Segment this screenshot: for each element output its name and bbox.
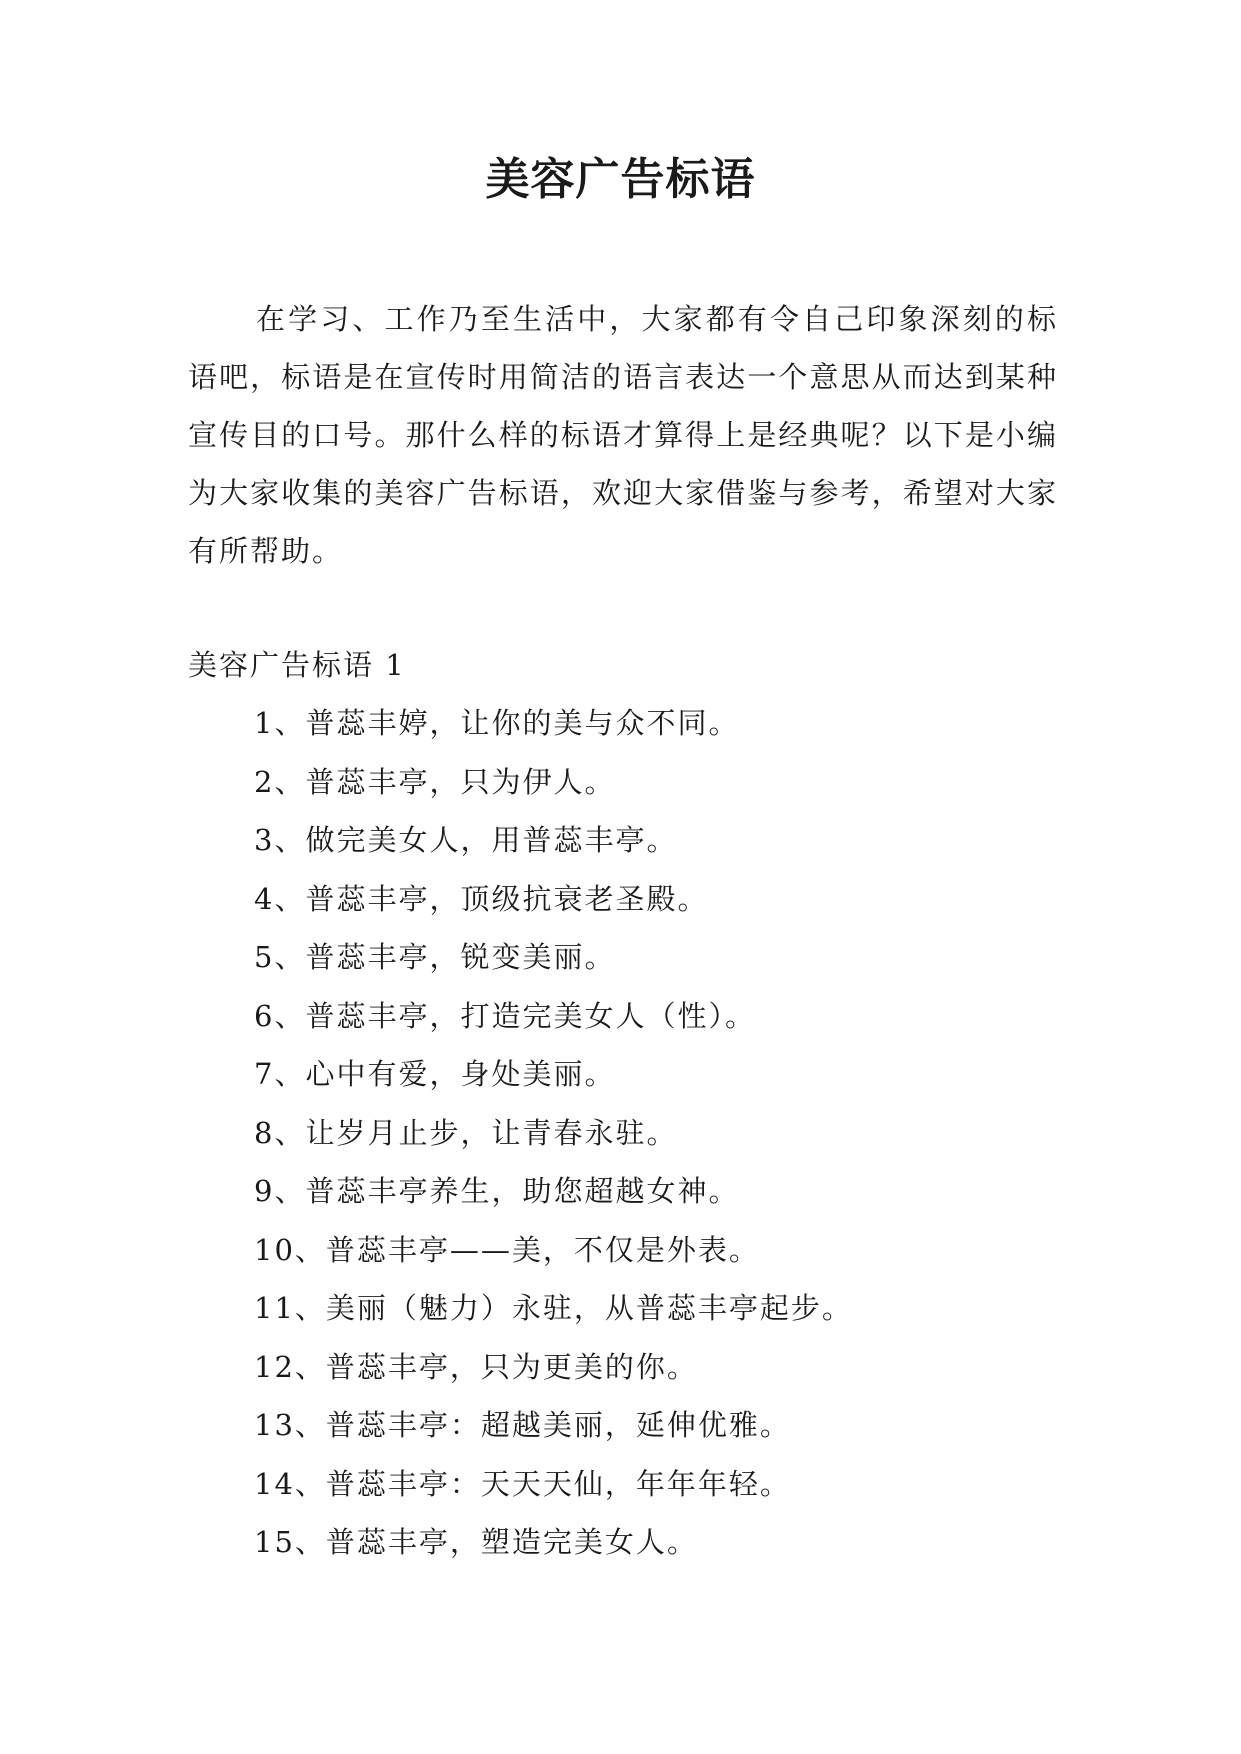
intro-paragraph: 在学习、工作乃至生活中，大家都有令自己印象深刻的标语吧，标语是在宣传时用简洁的语言表达一个意思从而达到某种宣传目的口号。那什么样的标语才算得上是经典呢？以下是小编为大家收集的美容广告标语，欢迎大家借鉴与参考，希望对大家有所帮助。 <box>188 302 1058 568</box>
slogan-item: 4、普蕊丰亭，顶级抗衰老圣殿。 <box>254 881 709 916</box>
slogan-list <box>254 694 853 1572</box>
slogan-item: 6、普蕊丰亭，打造完美女人（性）。 <box>254 998 756 1033</box>
slogan-item: 2、普蕊丰亭，只为伊人。 <box>254 764 616 799</box>
slogan-item: 13、普蕊丰亭：超越美丽，延伸优雅。 <box>254 1408 791 1442</box>
document-title: 美容广告标语 <box>485 154 756 205</box>
slogan-item: 3、做完美女人，用普蕊丰亭。 <box>254 823 678 857</box>
slogan-item: 7、心中有爱，身处美丽。 <box>254 1057 616 1091</box>
slogan-item: 5、普蕊丰亭，锐变美丽。 <box>254 940 616 974</box>
slogan-item: 14、普蕊丰亭：天天天仙，年年年轻。 <box>254 1466 791 1501</box>
slogan-item: 1、普蕊丰婷，让你的美与众不同。 <box>254 706 740 740</box>
slogan-item: 10、普蕊丰亭——美，不仅是外表。 <box>254 1232 760 1267</box>
section-heading: 美容广告标语 1 <box>188 648 406 682</box>
slogan-item: 15、普蕊丰亭，塑造完美女人。 <box>254 1525 698 1559</box>
slogan-item: 8、让岁月止步，让青春永驻。 <box>254 1115 678 1150</box>
slogan-item: 9、普蕊丰亭养生，助您超越女神。 <box>254 1174 740 1208</box>
slogan-item: 12、普蕊丰亭，只为更美的你。 <box>254 1349 698 1384</box>
slogan-item: 11、美丽（魅力）永驻，从普蕊丰亭起步。 <box>254 1291 853 1325</box>
